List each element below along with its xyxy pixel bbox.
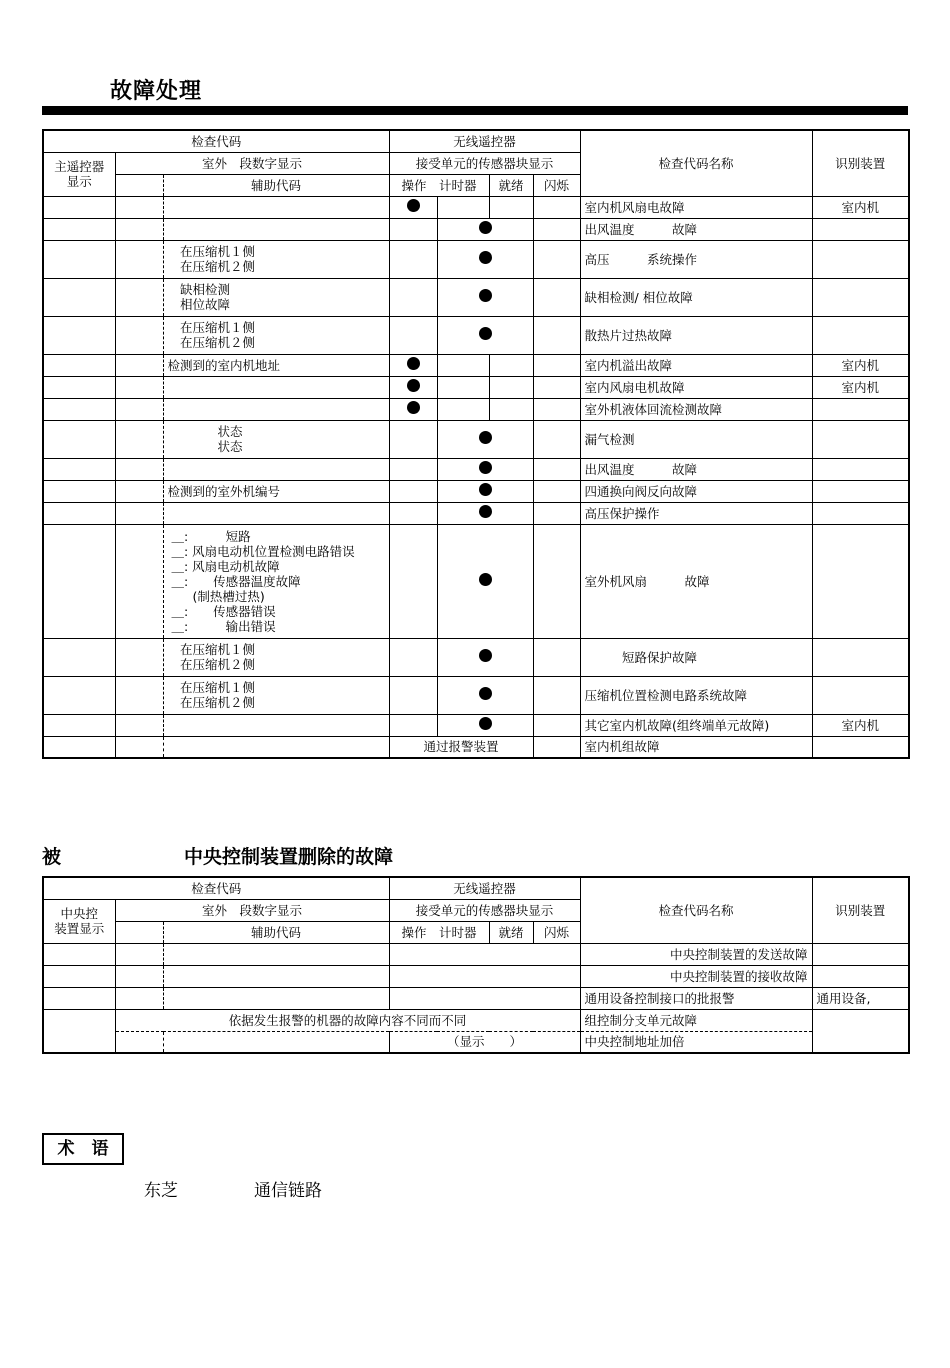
flash-cell — [533, 196, 580, 218]
timer-cell — [437, 398, 489, 420]
indicator-dot-icon — [407, 199, 420, 212]
term-item-2: 通信链路 — [254, 1181, 322, 1201]
code-name-cell: 散热片过热故障 — [580, 316, 812, 354]
code-name-cell: 短路保护故障 — [580, 638, 812, 676]
outdoor-cell — [115, 943, 163, 965]
t2-header-outdoor-seg: 室外 段数字显示 — [115, 899, 389, 921]
code-name-cell: 高压 系统操作 — [580, 240, 812, 278]
main-remote-cell — [43, 354, 115, 376]
timer-ready-cell — [437, 458, 533, 480]
indicator-dot-icon — [479, 289, 492, 302]
main-remote-cell — [43, 736, 115, 758]
main-remote-cell — [43, 278, 115, 316]
t2-name-a: 组控制分支单元故障 — [580, 1009, 812, 1031]
main-remote-cell — [43, 398, 115, 420]
outdoor-cell — [115, 524, 163, 638]
table-row — [43, 987, 909, 1009]
alarm-cell: 通过报警装置 — [389, 736, 533, 758]
table-row — [43, 196, 909, 218]
term-item-1: 东芝 — [144, 1181, 178, 1201]
indicator-dot-icon — [479, 717, 492, 730]
header-main-remote: 主遥控器 显示 — [43, 152, 115, 196]
device-cell — [812, 736, 909, 758]
outdoor-cell — [115, 965, 163, 987]
main-remote-cell — [43, 420, 115, 458]
timer-cell — [437, 376, 489, 398]
timer-ready-cell — [437, 524, 533, 638]
aux-code-cell — [163, 502, 389, 524]
t2-last-device — [812, 1009, 909, 1053]
outdoor-cell — [115, 676, 163, 714]
device-cell: 通用设备, — [812, 987, 909, 1009]
code-name-cell: 缺相检测/ 相位故障 — [580, 278, 812, 316]
device-cell — [812, 218, 909, 240]
main-remote-cell — [43, 218, 115, 240]
table-row — [43, 240, 909, 278]
table-row — [43, 965, 909, 987]
device-cell — [812, 638, 909, 676]
indicator-dot-icon — [479, 251, 492, 264]
main-remote-cell — [43, 196, 115, 218]
timer-ready-cell — [437, 502, 533, 524]
op-cell — [389, 420, 437, 458]
main-remote-cell — [43, 676, 115, 714]
timer-ready-cell — [437, 316, 533, 354]
flash-cell — [533, 316, 580, 354]
flash-cell — [533, 376, 580, 398]
t2-header-blank — [115, 921, 163, 943]
device-cell — [812, 524, 909, 638]
table-row — [43, 736, 909, 758]
code-name-cell: 中央控制装置的接收故障 — [580, 965, 812, 987]
indicator-dot-icon — [407, 379, 420, 392]
t2-name-b: 中央控制地址加倍 — [580, 1031, 812, 1053]
outdoor-cell — [115, 398, 163, 420]
timer-ready-cell — [437, 240, 533, 278]
code-name-cell: 其它室内机故障(组终端单元故障) — [580, 714, 812, 736]
timer-ready-cell — [437, 714, 533, 736]
t2-header-ready: 就绪 — [489, 921, 533, 943]
central-cell — [43, 943, 115, 965]
header-code-name: 检查代码名称 — [580, 130, 812, 196]
outdoor-cell — [115, 480, 163, 502]
outdoor-cell — [115, 638, 163, 676]
main-remote-cell — [43, 240, 115, 278]
aux-code-cell: 检测到的室外机编号 — [163, 480, 389, 502]
code-name-cell: 压缩机位置检测电路系统故障 — [580, 676, 812, 714]
t2-varies-text: 依据发生报警的机器的故障内容不同而不同 — [115, 1009, 580, 1031]
outdoor-cell — [115, 240, 163, 278]
device-cell — [812, 502, 909, 524]
device-cell — [812, 480, 909, 502]
aux-code-cell — [163, 987, 389, 1009]
flash-cell — [533, 458, 580, 480]
aux-code-cell — [163, 196, 389, 218]
wireless-cell — [389, 987, 580, 1009]
t2-header-op-timer — [389, 921, 489, 943]
device-cell — [812, 240, 909, 278]
outdoor-cell — [115, 987, 163, 1009]
aux-code-cell: 在压缩机１侧 在压缩机２侧 — [163, 316, 389, 354]
t2-header-flash: 闪烁 — [533, 921, 580, 943]
device-cell — [812, 965, 909, 987]
main-remote-cell — [43, 480, 115, 502]
outdoor-cell — [115, 458, 163, 480]
t2-header-wireless: 无线遥控器 — [389, 877, 580, 899]
flash-cell — [533, 240, 580, 278]
op-cell — [389, 376, 437, 398]
table-row — [43, 524, 909, 638]
flash-cell — [533, 502, 580, 524]
device-cell — [812, 420, 909, 458]
device-cell — [812, 316, 909, 354]
ready-cell — [489, 398, 533, 420]
flash-cell — [533, 398, 580, 420]
table-row — [43, 458, 909, 480]
code-name-cell: 室外机风扇 故障 — [580, 524, 812, 638]
ready-cell — [489, 354, 533, 376]
header-device: 识别装置 — [812, 130, 909, 196]
wireless-cell — [389, 943, 580, 965]
outdoor-cell — [115, 278, 163, 316]
timer-ready-cell — [437, 420, 533, 458]
flash-cell — [533, 714, 580, 736]
op-cell — [389, 480, 437, 502]
t2-last-blank — [43, 1009, 115, 1053]
t2-header-code-name: 检查代码名称 — [580, 877, 812, 943]
code-name-cell: 高压保护操作 — [580, 502, 812, 524]
op-cell — [389, 196, 437, 218]
op-cell — [389, 240, 437, 278]
title-rule — [42, 106, 908, 115]
outdoor-cell — [115, 354, 163, 376]
aux-code-cell — [163, 965, 389, 987]
aux-code-cell: 状态 状态 — [163, 420, 389, 458]
header-aux-code: 辅助代码 — [163, 174, 389, 196]
aux-code-cell: 在压缩机１侧 在压缩机２侧 — [163, 240, 389, 278]
op-cell — [389, 398, 437, 420]
table-row — [43, 218, 909, 240]
indicator-dot-icon — [479, 649, 492, 662]
outdoor-cell — [115, 420, 163, 458]
indicator-dot-icon — [479, 505, 492, 518]
section2-title-b: 中央控制装置删除的故障 — [184, 846, 394, 868]
table-row — [43, 676, 909, 714]
t2-header-timer: 计时器 — [439, 924, 477, 940]
aux-code-cell: 检测到的室内机地址 — [163, 354, 389, 376]
indicator-dot-icon — [479, 483, 492, 496]
main-remote-cell — [43, 316, 115, 354]
t2-header-sensor-block: 接受单元的传感器块显示 — [389, 899, 580, 921]
section2-title-a: 被 — [42, 846, 62, 868]
header-outdoor-seg: 室外 段数字显示 — [115, 152, 389, 174]
outdoor-cell — [115, 376, 163, 398]
op-cell — [389, 458, 437, 480]
device-cell — [812, 278, 909, 316]
aux-code-cell — [163, 398, 389, 420]
aux-code-cell — [163, 376, 389, 398]
main-remote-cell — [43, 638, 115, 676]
outdoor-cell — [115, 316, 163, 354]
t2-header-check-code: 检查代码 — [43, 877, 389, 899]
device-cell: 室内机 — [812, 376, 909, 398]
outdoor-cell — [115, 714, 163, 736]
flash-cell — [533, 354, 580, 376]
op-cell — [389, 714, 437, 736]
main-remote-cell — [43, 502, 115, 524]
table-row — [43, 480, 909, 502]
op-cell — [389, 524, 437, 638]
op-cell — [389, 676, 437, 714]
outdoor-cell — [115, 196, 163, 218]
aux-code-cell — [163, 736, 389, 758]
t2-display-text: （显示 ） — [389, 1031, 580, 1053]
code-name-cell: 四通换向阀反向故障 — [580, 480, 812, 502]
fault-table — [42, 129, 910, 759]
device-cell: 室内机 — [812, 196, 909, 218]
table-row — [43, 943, 909, 965]
t2-last-aux — [163, 1031, 389, 1053]
flash-cell — [533, 480, 580, 502]
central-cell — [43, 987, 115, 1009]
indicator-dot-icon — [479, 431, 492, 444]
device-cell — [812, 943, 909, 965]
main-remote-cell — [43, 714, 115, 736]
aux-code-cell: 缺相检测 相位故障 — [163, 278, 389, 316]
table-row — [43, 316, 909, 354]
indicator-dot-icon — [479, 327, 492, 340]
main-remote-cell — [43, 376, 115, 398]
aux-code-cell: 在压缩机１侧 在压缩机２侧 — [163, 676, 389, 714]
timer-ready-cell — [437, 218, 533, 240]
table-row — [43, 278, 909, 316]
header-wireless: 无线遥控器 — [389, 130, 580, 152]
t2-header-device: 识别装置 — [812, 877, 909, 943]
aux-code-cell: 在压缩机１侧 在压缩机２侧 — [163, 638, 389, 676]
header-op: 操作 — [401, 177, 427, 193]
t2-last-col1 — [115, 1031, 163, 1053]
code-name-cell: 出风温度 故障 — [580, 218, 812, 240]
page-title: 故障处理 — [110, 79, 203, 104]
flash-cell — [533, 524, 580, 638]
aux-code-cell — [163, 218, 389, 240]
timer-ready-cell — [437, 480, 533, 502]
op-cell — [389, 354, 437, 376]
flash-cell — [533, 638, 580, 676]
timer-ready-cell — [437, 676, 533, 714]
flash-cell — [533, 676, 580, 714]
table-row — [43, 420, 909, 458]
header-check-code: 检查代码 — [43, 130, 389, 152]
indicator-dot-icon — [407, 357, 420, 370]
central-cell — [43, 965, 115, 987]
device-cell: 室内机 — [812, 354, 909, 376]
aux-code-cell — [163, 714, 389, 736]
outdoor-cell — [115, 502, 163, 524]
table-row — [43, 638, 909, 676]
t2-header-op: 操作 — [401, 924, 427, 940]
flash-cell — [533, 278, 580, 316]
main-remote-cell — [43, 458, 115, 480]
timer-ready-cell — [437, 638, 533, 676]
code-name-cell: 室内机组故障 — [580, 736, 812, 758]
indicator-dot-icon — [407, 401, 420, 414]
indicator-dot-icon — [479, 461, 492, 474]
header-op-timer — [389, 174, 489, 196]
wireless-cell — [389, 965, 580, 987]
ready-cell — [489, 196, 533, 218]
header-ready: 就绪 — [489, 174, 533, 196]
outdoor-cell — [115, 736, 163, 758]
code-name-cell: 漏气检测 — [580, 420, 812, 458]
ready-cell — [489, 376, 533, 398]
code-name-cell: 室内风扇电机故障 — [580, 376, 812, 398]
indicator-dot-icon — [479, 687, 492, 700]
device-cell — [812, 676, 909, 714]
op-cell — [389, 502, 437, 524]
device-cell — [812, 458, 909, 480]
header-flash: 闪烁 — [533, 174, 580, 196]
header-sensor-block: 接受单元的传感器块显示 — [389, 152, 580, 174]
table-row — [43, 502, 909, 524]
code-name-cell: 室外机液体回流检测故障 — [580, 398, 812, 420]
central-fault-table — [42, 876, 910, 1054]
table-row — [43, 398, 909, 420]
op-cell — [389, 278, 437, 316]
device-cell — [812, 398, 909, 420]
timer-cell — [437, 354, 489, 376]
t2-header-central: 中央控 装置显示 — [43, 899, 115, 943]
op-cell — [389, 316, 437, 354]
indicator-dot-icon — [479, 221, 492, 234]
header-blank — [115, 174, 163, 196]
op-cell — [389, 638, 437, 676]
aux-code-cell — [163, 943, 389, 965]
aux-code-cell — [163, 458, 389, 480]
flash-cell — [533, 736, 580, 758]
indicator-dot-icon — [479, 573, 492, 586]
flash-cell — [533, 218, 580, 240]
device-cell: 室内机 — [812, 714, 909, 736]
table-row — [43, 354, 909, 376]
outdoor-cell — [115, 218, 163, 240]
op-cell — [389, 218, 437, 240]
header-timer: 计时器 — [439, 177, 477, 193]
timer-ready-cell — [437, 278, 533, 316]
flash-cell — [533, 420, 580, 458]
main-remote-cell — [43, 524, 115, 638]
terms-box: 术 语 — [42, 1133, 124, 1165]
table-row — [43, 714, 909, 736]
aux-code-cell: ＿: 短路 ＿: 风扇电动机位置检测电路错误 ＿: 风扇电动机故障 ＿: 传感器温度故障 (制热槽过热) ＿: 传感器错误 ＿: 输出错误 — [163, 524, 389, 638]
code-name-cell: 中央控制装置的发送故障 — [580, 943, 812, 965]
code-name-cell: 室内机风扇电故障 — [580, 196, 812, 218]
timer-cell — [437, 196, 489, 218]
code-name-cell: 出风温度 故障 — [580, 458, 812, 480]
code-name-cell: 室内机溢出故障 — [580, 354, 812, 376]
table-row — [43, 376, 909, 398]
t2-header-aux-code: 辅助代码 — [163, 921, 389, 943]
code-name-cell: 通用设备控制接口的批报警 — [580, 987, 812, 1009]
